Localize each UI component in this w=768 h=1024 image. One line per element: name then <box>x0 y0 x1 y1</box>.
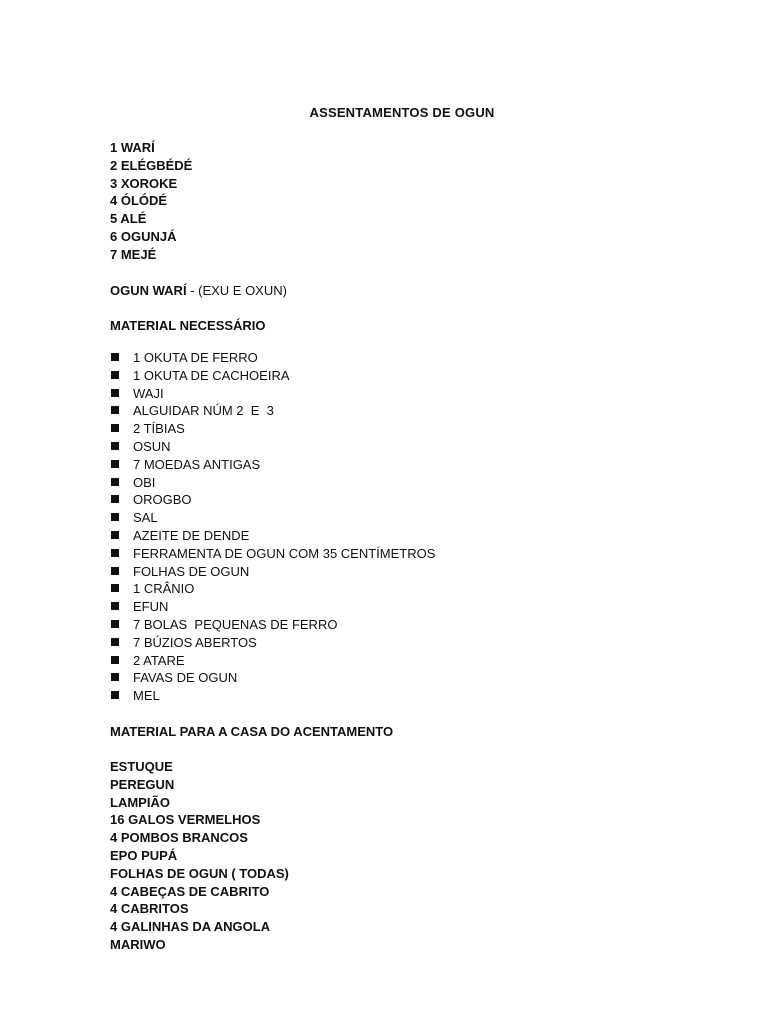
list-item-text: WAJI <box>133 385 164 401</box>
list-item <box>110 598 435 616</box>
list-item-text: FOLHAS DE OGUN <box>133 563 250 579</box>
square-bullet-icon <box>111 460 119 468</box>
casa-item: FOLHAS DE OGUN ( TODAS) <box>110 865 289 881</box>
document-title: ASSENTAMENTOS DE OGUN <box>309 105 495 120</box>
square-bullet-icon <box>111 406 119 414</box>
ogun-type-item: 7 MEJÉ <box>110 246 157 262</box>
material-list <box>110 349 435 705</box>
list-item <box>110 367 435 385</box>
ogun-type-item: 5 ALÉ <box>110 211 147 227</box>
list-item-text: 2 TÍBIAS <box>133 421 185 437</box>
list-item <box>110 652 435 670</box>
list-item-text: 1 CRÂNIO <box>133 581 195 597</box>
list-item-text: 7 BÚZIOS ABERTOS <box>133 634 257 650</box>
list-item-text: 7 MOEDAS ANTIGAS <box>133 456 261 472</box>
casa-item: 4 CABRITOS <box>110 901 189 917</box>
casa-item: 16 GALOS VERMELHOS <box>110 812 261 828</box>
square-bullet-icon <box>111 602 119 610</box>
list-item-text: AZEITE DE DENDE <box>133 527 250 543</box>
list-item <box>110 687 435 705</box>
list-item-text: FAVAS DE OGUN <box>133 670 238 686</box>
square-bullet-icon <box>111 638 119 646</box>
list-item-text: ALGUIDAR NÚM 2 E 3 <box>133 403 274 419</box>
casa-item: MARIWO <box>110 936 166 952</box>
square-bullet-icon <box>111 424 119 432</box>
list-item <box>110 420 435 438</box>
square-bullet-icon <box>111 442 119 450</box>
list-item <box>110 349 435 367</box>
ogun-type-item: 6 OGUNJÁ <box>110 228 177 244</box>
list-item <box>110 527 435 545</box>
casa-item: LAMPIÃO <box>110 794 170 810</box>
list-item-text: OBI <box>133 474 156 490</box>
square-bullet-icon <box>111 478 119 486</box>
list-item <box>110 616 435 634</box>
list-item <box>110 402 435 420</box>
ogun-type-item: 1 WARÍ <box>110 140 155 155</box>
casa-item: 4 POMBOS BRANCOS <box>110 830 248 846</box>
casa-item: EPO PUPÁ <box>110 847 178 863</box>
variant-heading <box>110 282 287 300</box>
list-item <box>110 456 435 474</box>
square-bullet-icon <box>111 691 119 699</box>
list-item <box>110 580 435 598</box>
square-bullet-icon <box>111 584 119 592</box>
ogun-type-item: 4 ÓLÓDÉ <box>110 193 168 209</box>
casa-material-list <box>110 758 289 954</box>
list-item-text: MEL <box>133 688 160 704</box>
square-bullet-icon <box>111 656 119 664</box>
list-item <box>110 474 435 492</box>
square-bullet-icon <box>111 567 119 575</box>
list-item <box>110 491 435 509</box>
list-item-text: OSUN <box>133 438 171 454</box>
square-bullet-icon <box>111 353 119 361</box>
list-item-text: SAL <box>133 510 158 526</box>
list-item-text: FERRAMENTA DE OGUN COM 35 CENTÍMETROS <box>133 545 436 561</box>
list-item <box>110 563 435 581</box>
list-item <box>110 634 435 652</box>
casa-item: ESTUQUE <box>110 759 173 774</box>
list-item <box>110 385 435 403</box>
list-item <box>110 669 435 687</box>
casa-item: PEREGUN <box>110 776 175 792</box>
casa-heading: MATERIAL PARA A CASA DO ACENTAMENTO <box>110 724 394 739</box>
square-bullet-icon <box>111 549 119 557</box>
ogun-type-item: 2 ELÉGBÉDÉ <box>110 157 193 173</box>
square-bullet-icon <box>111 513 119 521</box>
variant-name: OGUN WARÍ <box>110 283 187 298</box>
variant-detail: - (EXU E OXUN) <box>186 283 287 298</box>
list-item <box>110 438 435 456</box>
list-item <box>110 545 435 563</box>
list-item-text: OROGBO <box>133 492 192 508</box>
list-item-text: 7 BOLAS PEQUENAS DE FERRO <box>133 616 338 632</box>
casa-item: 4 CABEÇAS DE CABRITO <box>110 883 270 899</box>
list-item-text: 1 OKUTA DE CACHOEIRA <box>133 367 290 383</box>
square-bullet-icon <box>111 531 119 539</box>
square-bullet-icon <box>111 495 119 503</box>
square-bullet-icon <box>111 371 119 379</box>
square-bullet-icon <box>111 389 119 397</box>
casa-item: 4 GALINHAS DA ANGOLA <box>110 919 271 935</box>
list-item-text: 1 OKUTA DE FERRO <box>133 350 258 365</box>
square-bullet-icon <box>111 673 119 681</box>
square-bullet-icon <box>111 620 119 628</box>
list-item <box>110 509 435 527</box>
ogun-type-item: 3 XOROKE <box>110 175 178 191</box>
ogun-types-list <box>110 139 192 264</box>
list-item-text: EFUN <box>133 599 169 615</box>
material-heading: MATERIAL NECESSÁRIO <box>110 318 266 333</box>
list-item-text: 2 ATARE <box>133 652 185 668</box>
